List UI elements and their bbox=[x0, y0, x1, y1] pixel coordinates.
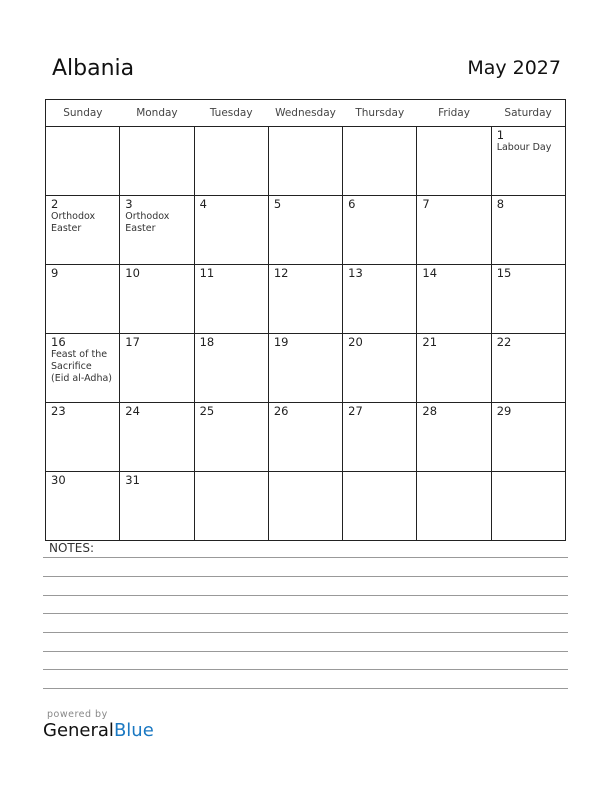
notes-line bbox=[43, 613, 568, 614]
day-cell bbox=[343, 196, 417, 265]
notes-line bbox=[43, 595, 568, 596]
day-number: 12 bbox=[273, 266, 289, 280]
day-cell bbox=[120, 196, 194, 265]
notes-line bbox=[43, 576, 568, 577]
notes-line bbox=[43, 632, 568, 633]
empty-cell bbox=[268, 472, 342, 541]
day-cell bbox=[194, 196, 268, 265]
day-cell bbox=[120, 472, 194, 541]
notes-line bbox=[43, 651, 568, 652]
day-cell bbox=[491, 196, 565, 265]
day-number: 2 bbox=[51, 197, 59, 211]
weekday-header: Monday bbox=[120, 100, 194, 127]
day-cell bbox=[268, 196, 342, 265]
day-cell bbox=[491, 334, 565, 403]
day-number: 16 bbox=[51, 335, 66, 349]
week-row bbox=[46, 127, 566, 196]
notes-label: NOTES: bbox=[49, 541, 94, 555]
empty-cell bbox=[194, 472, 268, 541]
empty-cell bbox=[491, 472, 565, 541]
day-number: 6 bbox=[348, 197, 356, 211]
day-number: 23 bbox=[51, 404, 66, 418]
day-cell bbox=[491, 403, 565, 472]
day-cell bbox=[491, 127, 565, 196]
day-number: 29 bbox=[496, 404, 512, 418]
day-cell bbox=[417, 265, 491, 334]
day-number: 15 bbox=[496, 266, 512, 280]
empty-cell bbox=[417, 127, 491, 196]
brand-blue: Blue bbox=[113, 720, 154, 741]
day-cell bbox=[343, 403, 417, 472]
day-cell bbox=[46, 265, 120, 334]
empty-cell bbox=[194, 127, 268, 196]
week-row bbox=[46, 403, 566, 472]
month-year: May 2027 bbox=[467, 57, 561, 79]
country-title: Albania bbox=[52, 56, 135, 81]
empty-cell bbox=[120, 127, 194, 196]
day-number: 28 bbox=[422, 404, 438, 418]
empty-cell bbox=[343, 472, 417, 541]
weekday-header: Friday bbox=[417, 100, 491, 127]
week-row bbox=[46, 196, 566, 265]
brand-general: General bbox=[43, 720, 114, 741]
generalblue-logo bbox=[43, 720, 154, 741]
day-cell bbox=[268, 334, 342, 403]
day-number: 17 bbox=[125, 335, 140, 349]
day-cell bbox=[194, 334, 268, 403]
weekday-header: Sunday bbox=[46, 100, 120, 127]
day-number: 5 bbox=[273, 197, 282, 211]
day-cell bbox=[268, 403, 342, 472]
day-number: 8 bbox=[496, 197, 505, 211]
day-number: 25 bbox=[199, 404, 215, 418]
day-number: 9 bbox=[51, 266, 59, 280]
powered-by: powered by bbox=[47, 709, 108, 720]
day-cell bbox=[194, 403, 268, 472]
day-number: 7 bbox=[422, 197, 430, 211]
week-row bbox=[46, 265, 566, 334]
week-row bbox=[46, 472, 566, 541]
day-cell bbox=[417, 403, 491, 472]
weekday-header: Thursday bbox=[343, 100, 417, 127]
day-number: 20 bbox=[348, 335, 363, 349]
day-number: 4 bbox=[199, 197, 207, 211]
day-number: 3 bbox=[125, 197, 133, 211]
day-cell bbox=[46, 334, 120, 403]
day-number: 11 bbox=[199, 266, 215, 280]
day-cell bbox=[120, 334, 194, 403]
day-cell bbox=[194, 265, 268, 334]
day-number: 31 bbox=[125, 473, 140, 487]
day-cell bbox=[46, 196, 120, 265]
day-cell bbox=[343, 265, 417, 334]
day-cell bbox=[417, 196, 491, 265]
day-cell bbox=[120, 403, 194, 472]
day-cell bbox=[343, 334, 417, 403]
holiday-label: Feast of the Sacrifice (Eid al-Adha) bbox=[51, 349, 112, 384]
day-number: 1 bbox=[496, 128, 505, 142]
day-number: 10 bbox=[125, 266, 140, 280]
day-number: 13 bbox=[348, 266, 363, 280]
day-number: 14 bbox=[422, 266, 438, 280]
day-number: 22 bbox=[496, 335, 512, 349]
day-number: 30 bbox=[51, 473, 66, 487]
notes-line bbox=[43, 669, 568, 670]
weekday-header: Tuesday bbox=[194, 100, 268, 127]
calendar-grid bbox=[45, 99, 566, 541]
weekday-header: Wednesday bbox=[268, 100, 342, 127]
notes-line bbox=[43, 557, 568, 558]
weekday-header: Saturday bbox=[491, 100, 565, 127]
holiday-label: Orthodox Easter bbox=[125, 211, 170, 234]
day-number: 24 bbox=[125, 404, 140, 418]
empty-cell bbox=[417, 472, 491, 541]
day-number: 26 bbox=[273, 404, 289, 418]
day-cell bbox=[417, 334, 491, 403]
day-cell bbox=[491, 265, 565, 334]
empty-cell bbox=[46, 127, 120, 196]
notes-line bbox=[43, 688, 568, 689]
empty-cell bbox=[343, 127, 417, 196]
day-number: 19 bbox=[273, 335, 289, 349]
holiday-label: Orthodox Easter bbox=[51, 211, 96, 234]
empty-cell bbox=[268, 127, 342, 196]
day-number: 18 bbox=[199, 335, 215, 349]
day-cell bbox=[120, 265, 194, 334]
day-number: 27 bbox=[348, 404, 363, 418]
day-number: 21 bbox=[422, 335, 438, 349]
day-cell bbox=[46, 472, 120, 541]
day-cell bbox=[46, 403, 120, 472]
holiday-label: Labour Day bbox=[496, 142, 552, 153]
day-cell bbox=[268, 265, 342, 334]
week-row bbox=[46, 334, 566, 403]
